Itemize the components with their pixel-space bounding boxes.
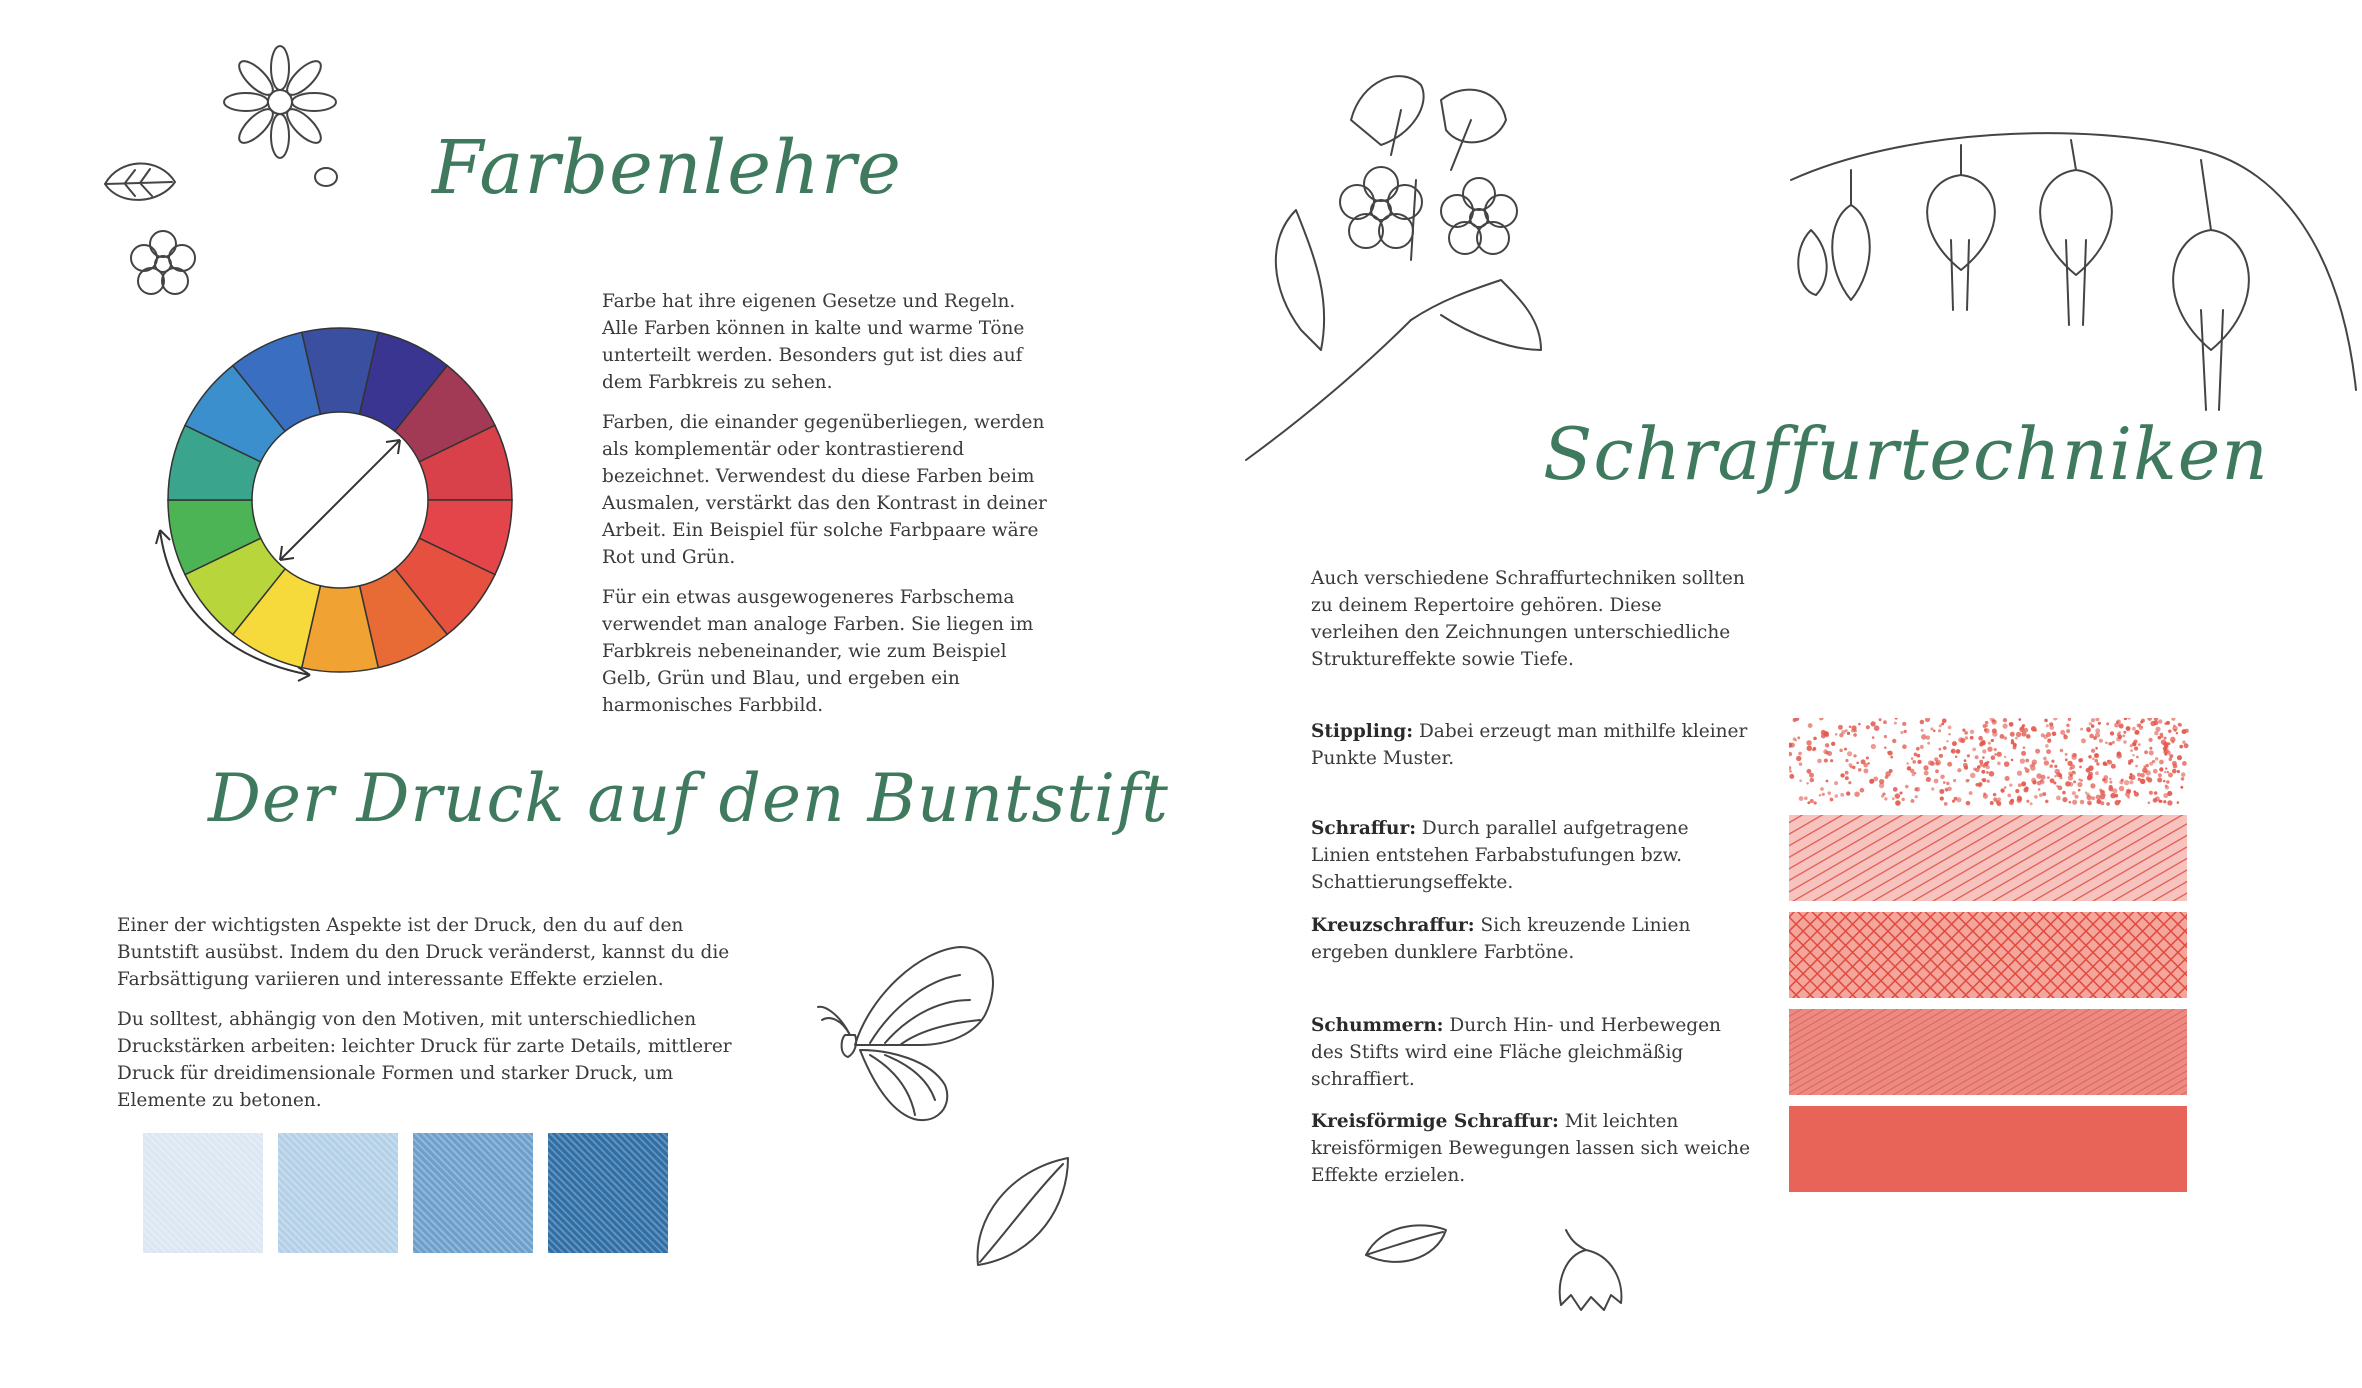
small-bud-icon	[312, 164, 342, 190]
pressure-swatch	[413, 1133, 533, 1253]
right-page	[1181, 0, 2362, 1388]
leaf-icon	[968, 1150, 1078, 1270]
druck-title: Der Druck auf den Buntstift	[208, 760, 1169, 837]
technique-term: Kreuzschraffur:	[1311, 915, 1475, 936]
druck-text	[117, 912, 737, 1127]
farbenlehre-paragraph-3: Für ein etwas ausgewogeneres Farbschema verwendet man analoge Farben. Sie liegen im Farbkreis nebeneinander, wie zum Beispiel Gelb, Grün und Blau, und ergeben ein harmonisches Farbbild.	[602, 587, 1034, 716]
technique-term: Kreisförmige Schraffur:	[1311, 1111, 1559, 1132]
technique-description: Durch Hin- und Herbewegen des Stifts wird eine Fläche gleichmäßig schraffiert.	[1311, 1015, 1721, 1090]
schraffur-intro-paragraph: Auch verschiedene Schraffurtechniken sollten zu deinem Repertoire gehören. Diese verleihen den Zeichnungen unterschiedliche Struktureffekte sowie Tiefe.	[1311, 568, 1745, 670]
leaf-icon	[1361, 1215, 1451, 1275]
druck-paragraph-1: Einer der wichtigsten Aspekte ist der Druck, den du auf den Buntstift ausübst. Indem du den Druck veränderst, kannst du die Farbsättigung variieren und interessante Effekte erzielen.	[117, 915, 730, 990]
bleeding-heart-flower-icon	[1781, 110, 2361, 430]
technique-description: Sich kreuzende Linien ergeben dunklere Farbtöne.	[1311, 915, 1691, 963]
bell-flower-icon	[1546, 1225, 1636, 1325]
texture-swatches	[1789, 718, 2189, 1198]
pressure-swatch	[143, 1133, 263, 1253]
technique-term: Schraffur:	[1311, 818, 1417, 839]
druck-paragraph-2: Du solltest, abhängig von den Motiven, mit unterschiedlichen Druckstärken arbeiten: leichter Druck für zarte Details, mittlerer Druck für dreidimensionale Formen und starker Druck, um Elemente zu betonen.	[117, 1009, 732, 1111]
stippling-swatch	[1789, 718, 2189, 806]
technique-kreuzschraffur	[1311, 912, 1751, 966]
butterfly-icon	[810, 935, 1010, 1135]
pressure-swatch	[548, 1133, 668, 1253]
primrose-flower-icon	[1241, 60, 1601, 470]
farbenlehre-paragraph-2: Farben, die einander gegenüberliegen, werden als komplementär oder kontrastierend bezeichnet. Verwendest du diese Farben beim Ausmalen, verstärkt das den Kontrast in deiner Arbeit. Ein Beispiel für solche Farbpaare wäre Rot und Grün.	[602, 412, 1047, 568]
leaf-icon	[100, 152, 180, 212]
daisy-flower-icon	[200, 40, 360, 170]
farbenlehre-text	[602, 288, 1050, 732]
technique-schraffur	[1311, 815, 1751, 896]
technique-description: Mit leichten kreisförmigen Bewegungen lassen sich weiche Effekte erzielen.	[1311, 1111, 1751, 1186]
kreisfoermige-schraffur-swatch	[1789, 1106, 2187, 1192]
technique-term: Stippling:	[1311, 721, 1414, 742]
schraffurtechniken-title: Schraffurtechniken	[1543, 412, 2269, 496]
schraffur-intro	[1311, 565, 1751, 686]
schummern-swatch	[1789, 1009, 2187, 1095]
technique-term: Schummern:	[1311, 1015, 1444, 1036]
kreuzschraffur-swatch	[1789, 912, 2187, 998]
technique-schummern	[1311, 1012, 1751, 1093]
schraffur-swatch	[1789, 815, 2187, 901]
technique-description: Durch parallel aufgetragene Linien entstehen Farbabstufungen bzw. Schattierungseffekte.	[1311, 818, 1689, 893]
technique-description: Dabei erzeugt man mithilfe kleiner Punkte Muster.	[1311, 721, 1748, 769]
technique-kreisfoermige-schraffur	[1311, 1108, 1751, 1189]
complementary-arrow-icon	[280, 440, 400, 560]
farbenlehre-title: Farbenlehre	[432, 125, 902, 211]
small-flower-icon	[118, 224, 208, 304]
color-wheel	[150, 310, 530, 690]
technique-stippling	[1311, 718, 1751, 772]
pressure-swatch	[278, 1133, 398, 1253]
farbenlehre-paragraph-1: Farbe hat ihre eigenen Gesetze und Regeln. Alle Farben können in kalte und warme Töne unterteilt werden. Besonders gut ist dies auf dem Farbkreis zu sehen.	[602, 291, 1025, 393]
